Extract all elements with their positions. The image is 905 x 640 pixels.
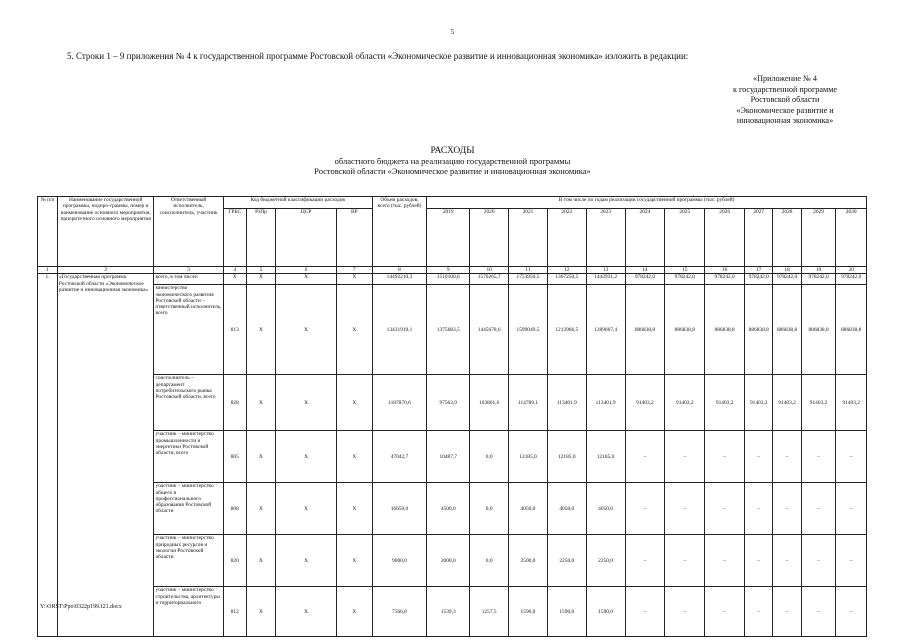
title-subtitle: Ростовской области «Экономическое развитие и инновационная экономика» bbox=[314, 166, 591, 176]
table-row bbox=[38, 535, 867, 587]
rzpr-cell: X bbox=[246, 375, 275, 431]
year-value-cell: 97563,9 bbox=[427, 375, 470, 431]
expenses-table bbox=[37, 196, 867, 637]
appendix-line: к государственной программе bbox=[732, 84, 838, 94]
appendix-line: «Экономическое развитие и bbox=[736, 105, 834, 115]
header-year: 2020 bbox=[470, 209, 509, 267]
header-year: 2024 bbox=[625, 209, 665, 267]
year-value-cell: 1289667,4 bbox=[586, 285, 625, 375]
header-name: Наименование государственной программы, подпро-граммы, номер и наименование основного мероприятия, приоритетного основного мероприятия bbox=[57, 197, 154, 267]
header-year: 2025 bbox=[665, 209, 705, 267]
header-year: 2023 bbox=[586, 209, 625, 267]
column-number: 3 bbox=[154, 267, 223, 274]
table-row bbox=[38, 587, 867, 637]
document-title bbox=[0, 146, 905, 176]
header-year: 2027 bbox=[745, 209, 773, 267]
table-row bbox=[38, 431, 867, 483]
year-value-cell: – bbox=[745, 587, 773, 637]
year-value-cell: – bbox=[625, 483, 665, 535]
year-value-cell: – bbox=[773, 535, 801, 587]
column-number: 8 bbox=[372, 267, 427, 274]
column-number: 16 bbox=[705, 267, 745, 274]
csr-cell: X bbox=[276, 285, 337, 375]
year-value-cell: 1442931,2 bbox=[586, 274, 625, 285]
rzpr-cell: X bbox=[246, 274, 275, 285]
year-value-cell: 1539,3 bbox=[427, 587, 470, 637]
year-value-cell: – bbox=[836, 535, 867, 587]
year-value-cell: 91403,2 bbox=[705, 375, 745, 431]
csr-cell: X bbox=[276, 535, 337, 587]
year-value-cell: – bbox=[745, 431, 773, 483]
column-number: 7 bbox=[337, 267, 373, 274]
total-cell: 7566,8 bbox=[372, 587, 427, 637]
column-number: 11 bbox=[509, 267, 548, 274]
table-row bbox=[38, 285, 867, 375]
year-value-cell: – bbox=[625, 535, 665, 587]
year-value-cell: – bbox=[665, 535, 705, 587]
vr-cell: X bbox=[337, 285, 373, 375]
grbs-cell: 805 bbox=[223, 431, 246, 483]
year-value-cell: 978242,0 bbox=[745, 274, 773, 285]
header-vr: ВР bbox=[337, 209, 373, 267]
rzpr-cell: X bbox=[246, 535, 275, 587]
rzpr-cell: X bbox=[246, 431, 275, 483]
year-value-cell: 12185,0 bbox=[547, 431, 586, 483]
year-value-cell: 91403,2 bbox=[745, 375, 773, 431]
total-cell: 16650,0 bbox=[372, 483, 427, 535]
table-body bbox=[38, 274, 867, 637]
year-value-cell: 1590,0 bbox=[547, 587, 586, 637]
rzpr-cell: X bbox=[246, 587, 275, 637]
year-value-cell: – bbox=[773, 483, 801, 535]
year-value-cell: – bbox=[801, 587, 836, 637]
year-value-cell: 91403,2 bbox=[801, 375, 836, 431]
year-value-cell: 113401,9 bbox=[586, 375, 625, 431]
column-number: 10 bbox=[470, 267, 509, 274]
total-cell: 13431919,1 bbox=[372, 285, 427, 375]
column-number-row bbox=[38, 267, 867, 274]
header-budget-code: Код бюджетной классификации расходов bbox=[223, 197, 372, 209]
header-rzpr: РзПр bbox=[246, 209, 275, 267]
year-value-cell: – bbox=[801, 483, 836, 535]
year-value-cell: 10487,7 bbox=[427, 431, 470, 483]
header-total: Объем расходов, всего (тыс. рублей) bbox=[372, 197, 427, 267]
year-value-cell: 113401,9 bbox=[547, 375, 586, 431]
vr-cell: X bbox=[337, 274, 373, 285]
year-value-cell: 103861,6 bbox=[470, 375, 509, 431]
total-cell: 1187870,6 bbox=[372, 375, 427, 431]
year-value-cell: 91403,2 bbox=[773, 375, 801, 431]
column-number: 15 bbox=[665, 267, 705, 274]
year-value-cell: 2250,0 bbox=[547, 535, 586, 587]
executor-cell: соисполнитель – департамент потребительского рынка Ростовской области, всего bbox=[154, 375, 223, 431]
grbs-cell: 828 bbox=[223, 375, 246, 431]
header-executor: Ответственный исполнитель, соисполнитель, участник bbox=[154, 197, 223, 267]
table-row bbox=[38, 375, 867, 431]
grbs-cell: X bbox=[223, 274, 246, 285]
executor-cell: участник – министерство общего и профессионального образования Ростовской области bbox=[154, 483, 223, 535]
header-year: 2026 bbox=[705, 209, 745, 267]
year-value-cell: 886838,8 bbox=[801, 285, 836, 375]
executor-cell: министерство экономического развития Ростовской области – ответственный исполнитель, всего bbox=[154, 285, 223, 375]
year-value-cell: 978242,0 bbox=[773, 274, 801, 285]
year-value-cell: 4050,0 bbox=[547, 483, 586, 535]
year-value-cell: 12185,0 bbox=[586, 431, 625, 483]
year-value-cell: – bbox=[773, 587, 801, 637]
year-value-cell: – bbox=[625, 587, 665, 637]
year-value-cell: 978242,0 bbox=[665, 274, 705, 285]
year-value-cell: 0,0 bbox=[470, 535, 509, 587]
rzpr-cell: X bbox=[246, 483, 275, 535]
column-number: 6 bbox=[276, 267, 337, 274]
year-value-cell: 1599049,5 bbox=[509, 285, 548, 375]
year-value-cell: 0,0 bbox=[470, 431, 509, 483]
year-value-cell: 1213966,5 bbox=[547, 285, 586, 375]
year-value-cell: 12185,0 bbox=[509, 431, 548, 483]
column-number: 4 bbox=[223, 267, 246, 274]
year-value-cell: 978242,0 bbox=[705, 274, 745, 285]
csr-cell: X bbox=[276, 431, 337, 483]
column-number: 19 bbox=[801, 267, 836, 274]
grbs-cell: 812 bbox=[223, 587, 246, 637]
title-main: РАСХОДЫ bbox=[430, 146, 475, 156]
column-number: 14 bbox=[625, 267, 665, 274]
year-value-cell: – bbox=[665, 483, 705, 535]
header-num: № п/п bbox=[38, 197, 58, 267]
appendix-heading bbox=[700, 74, 870, 127]
csr-cell: X bbox=[276, 587, 337, 637]
year-value-cell: 2500,0 bbox=[509, 535, 548, 587]
header-year: 2028 bbox=[773, 209, 801, 267]
column-number: 1 bbox=[38, 267, 58, 274]
year-value-cell: 1257,5 bbox=[470, 587, 509, 637]
column-number: 5 bbox=[246, 267, 275, 274]
column-number: 13 bbox=[586, 267, 625, 274]
header-year: 2029 bbox=[801, 209, 836, 267]
program-name: «Государственная программа Ростовской области «Экономическое развитие и инновационная экономика» bbox=[57, 274, 154, 637]
executor-cell: участник – министерство природных ресурсов и экологии Ростовской области bbox=[154, 535, 223, 587]
year-value-cell: 886838,8 bbox=[836, 285, 867, 375]
column-number: 17 bbox=[745, 267, 773, 274]
table-row bbox=[38, 274, 867, 285]
year-value-cell: – bbox=[836, 483, 867, 535]
year-value-cell: 1367250,5 bbox=[547, 274, 586, 285]
header-years-group: В том числе по годам реализации государственной программы (тыс. рублей) bbox=[427, 197, 867, 209]
year-value-cell: – bbox=[705, 483, 745, 535]
column-number: 12 bbox=[547, 267, 586, 274]
column-number: 20 bbox=[836, 267, 867, 274]
year-value-cell: 886838,8 bbox=[705, 285, 745, 375]
year-value-cell: – bbox=[801, 535, 836, 587]
appendix-line: Ростовской области bbox=[750, 95, 820, 104]
grbs-cell: 808 bbox=[223, 483, 246, 535]
year-value-cell: 1590,0 bbox=[586, 587, 625, 637]
vr-cell: X bbox=[337, 483, 373, 535]
intro-text: 5. Строки 1 – 9 приложения № 4 к государственной программе Ростовской области «Экономическое развитие и инновационная экономика» изложить в редакции: bbox=[67, 51, 689, 61]
year-value-cell: – bbox=[665, 431, 705, 483]
year-value-cell: 4050,0 bbox=[509, 483, 548, 535]
header-grbs: ГРБС bbox=[223, 209, 246, 267]
table-row bbox=[38, 483, 867, 535]
executor-cell: участник – министерство строительства, архитектуры и территориального bbox=[154, 587, 223, 637]
year-value-cell: 1753950,5 bbox=[509, 274, 548, 285]
grbs-cell: 813 bbox=[223, 285, 246, 375]
year-value-cell: 1510100,6 bbox=[427, 274, 470, 285]
year-value-cell: 978242,0 bbox=[836, 274, 867, 285]
year-value-cell: – bbox=[836, 587, 867, 637]
appendix-line: «Приложение № 4 bbox=[752, 74, 818, 83]
vr-cell: X bbox=[337, 431, 373, 483]
year-value-cell: 1570265,7 bbox=[470, 274, 509, 285]
total-cell: 47042,7 bbox=[372, 431, 427, 483]
footer-file-path: Y:\ORST\Ppo\0322p199.f21.docx bbox=[40, 604, 122, 610]
year-value-cell: 4050,0 bbox=[586, 483, 625, 535]
csr-cell: X bbox=[276, 274, 337, 285]
year-value-cell: – bbox=[705, 535, 745, 587]
total-cell: 9000,0 bbox=[372, 535, 427, 587]
year-value-cell: 1445678,6 bbox=[470, 285, 509, 375]
csr-cell: X bbox=[276, 483, 337, 535]
year-value-cell: – bbox=[705, 431, 745, 483]
column-number: 2 bbox=[57, 267, 154, 274]
row-number: 1. bbox=[38, 274, 58, 637]
executor-cell: участник – министерство промышленности и энергетики Ростовской области, всего bbox=[154, 431, 223, 483]
year-value-cell: 1375683,5 bbox=[427, 285, 470, 375]
year-value-cell: 2000,0 bbox=[427, 535, 470, 587]
csr-cell: X bbox=[276, 375, 337, 431]
year-value-cell: 886838,8 bbox=[745, 285, 773, 375]
year-value-cell: 978242,0 bbox=[801, 274, 836, 285]
appendix-line: инновационная экономика» bbox=[736, 116, 834, 125]
year-value-cell: 886838,8 bbox=[773, 285, 801, 375]
title-subtitle: областного бюджета на реализацию государственной программы bbox=[334, 156, 571, 166]
vr-cell: X bbox=[337, 587, 373, 637]
year-value-cell: 2250,0 bbox=[586, 535, 625, 587]
year-value-cell: 886838,8 bbox=[625, 285, 665, 375]
header-year: 2021 bbox=[509, 209, 548, 267]
column-number: 9 bbox=[427, 267, 470, 274]
year-value-cell: 978242,0 bbox=[625, 274, 665, 285]
year-value-cell: – bbox=[625, 431, 665, 483]
executor-cell: всего, в том числе: bbox=[154, 274, 223, 285]
year-value-cell: 0,0 bbox=[470, 483, 509, 535]
header-csr: ЦСР bbox=[276, 209, 337, 267]
year-value-cell: 91403,2 bbox=[836, 375, 867, 431]
header-year: 2030 bbox=[836, 209, 867, 267]
year-value-cell: 91403,2 bbox=[625, 375, 665, 431]
total-cell: 14492210,3 bbox=[372, 274, 427, 285]
year-value-cell: 886838,8 bbox=[665, 285, 705, 375]
year-value-cell: – bbox=[773, 431, 801, 483]
rzpr-cell: X bbox=[246, 285, 275, 375]
year-value-cell: 1590,0 bbox=[509, 587, 548, 637]
year-value-cell: – bbox=[665, 587, 705, 637]
vr-cell: X bbox=[337, 375, 373, 431]
page-number: 5 bbox=[450, 28, 455, 36]
vr-cell: X bbox=[337, 535, 373, 587]
year-value-cell: – bbox=[836, 431, 867, 483]
year-value-cell: 114789,1 bbox=[509, 375, 548, 431]
header-year: 2022 bbox=[547, 209, 586, 267]
year-value-cell: – bbox=[801, 431, 836, 483]
header-year: 2019 bbox=[427, 209, 470, 267]
year-value-cell: 91403,2 bbox=[665, 375, 705, 431]
column-number: 18 bbox=[773, 267, 801, 274]
year-value-cell: 4500,0 bbox=[427, 483, 470, 535]
grbs-cell: 820 bbox=[223, 535, 246, 587]
year-value-cell: – bbox=[705, 587, 745, 637]
year-value-cell: – bbox=[745, 535, 773, 587]
year-value-cell: – bbox=[745, 483, 773, 535]
